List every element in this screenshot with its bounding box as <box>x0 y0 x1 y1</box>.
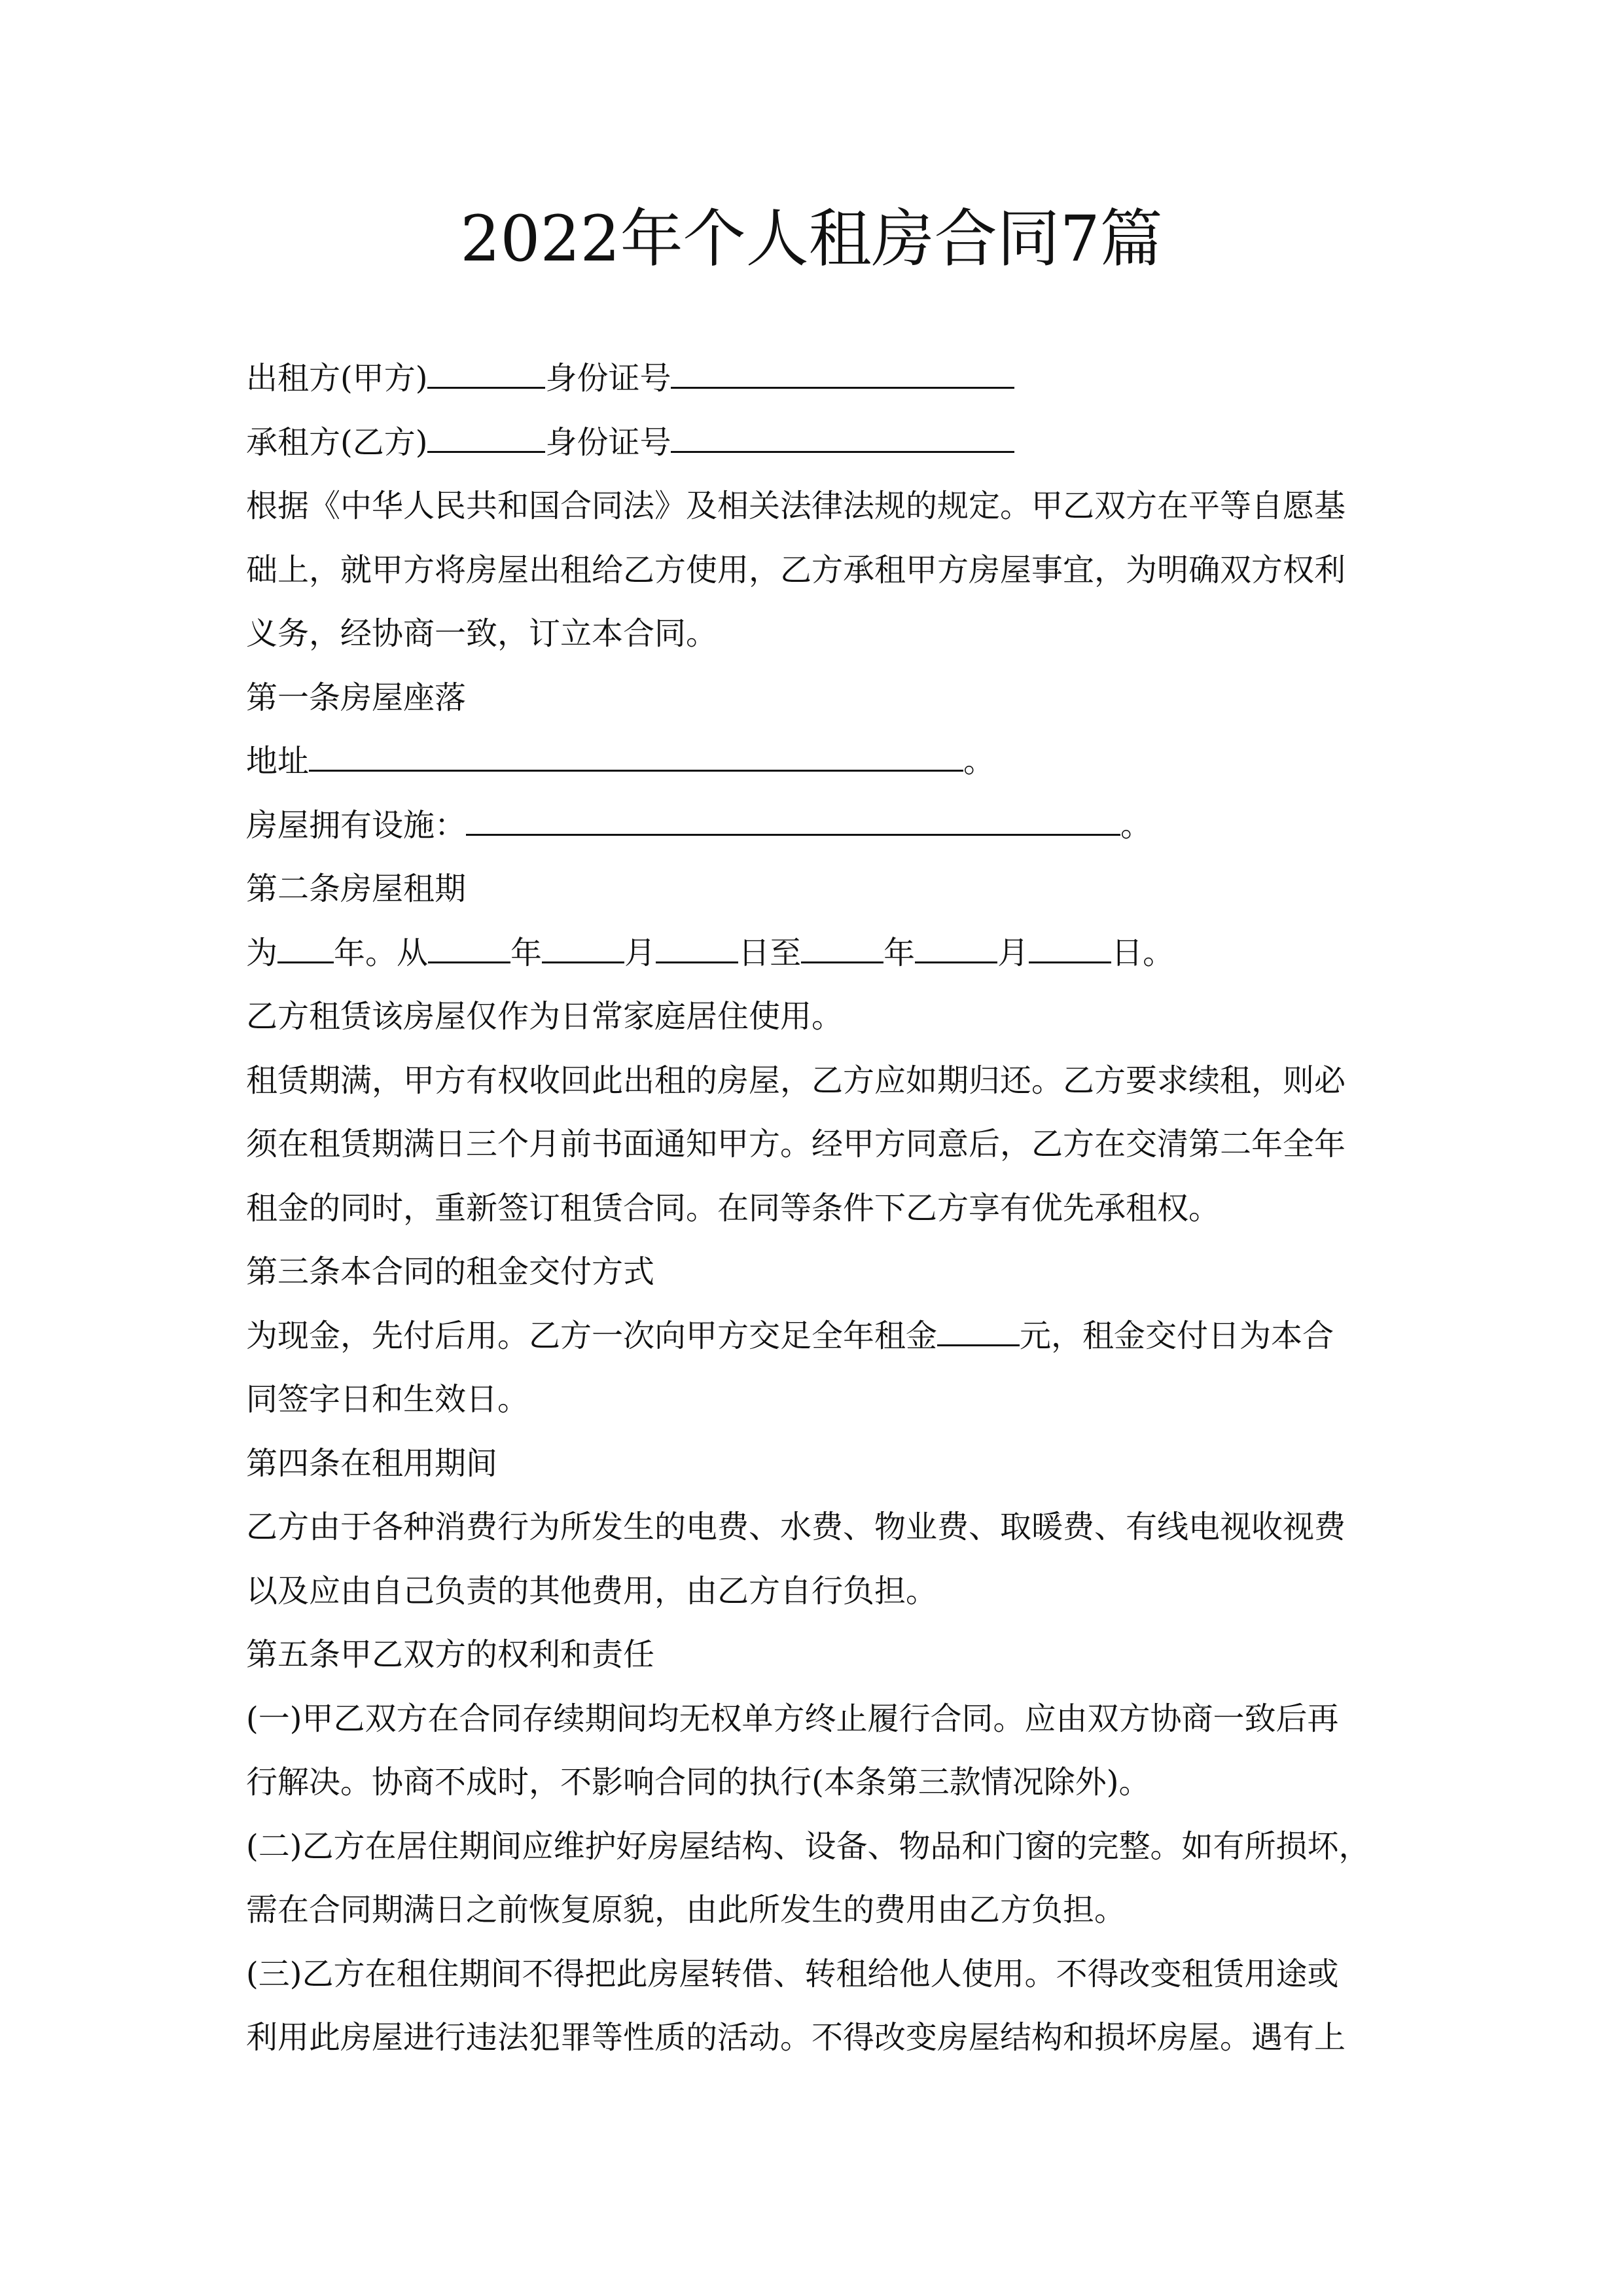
term-text: 月 <box>624 934 656 971</box>
facilities-end: 。 <box>1120 806 1152 844</box>
lessee-label: 承租方(乙方) <box>246 423 428 461</box>
article-5-line-5: (三)乙方在租住期间不得把此房屋转借、转租给他人使用。不得改变租赁用途或 <box>246 1955 1339 1992</box>
lessor-line <box>246 347 1378 411</box>
intro-line-3: 义务，经协商一致，订立本合同。 <box>246 615 718 652</box>
article-5-line-6: 利用此房屋进行违法犯罪等性质的活动。不得改变房屋结构和损坏房屋。遇有上 <box>246 2019 1346 2056</box>
address-blank <box>309 732 963 772</box>
term-text: 年 <box>883 934 916 971</box>
article-2-heading: 第二条房屋租期 <box>246 870 467 907</box>
article-4-heading: 第四条在租用期间 <box>246 1444 498 1482</box>
rent-amount-blank <box>937 1306 1020 1346</box>
document-title: 2022年个人租房合同7篇 <box>460 202 1163 276</box>
facilities-line <box>246 794 1378 858</box>
article-4-line-1: 乙方由于各种消费行为所发生的电费、水费、物业费、取暖费、有线电视收视费 <box>246 1509 1346 1545</box>
term-years-blank <box>277 924 334 963</box>
end-month-blank <box>915 924 997 963</box>
lessee-line <box>246 411 1378 475</box>
renewal-line-2: 须在租赁期满日三个月前书面通知甲方。经甲方同意后，乙方在交清第二年全年 <box>246 1126 1346 1162</box>
lessee-name-blank <box>427 413 545 453</box>
term-text: 年。从 <box>334 934 429 971</box>
facilities-blank <box>466 796 1120 836</box>
article-5-line-4: 需在合同期满日之前恢复原貌，由此所发生的费用由乙方负担。 <box>246 1892 1126 1928</box>
intro-line-1: 根据《中华人民共和国合同法》及相关法律法规的规定。甲乙双方在平等自愿基 <box>246 488 1346 524</box>
article-5-line-1: (一)甲乙双方在合同存续期间均无权单方终止履行合同。应由双方协商一致后再 <box>246 1700 1339 1737</box>
article-3-heading: 第三条本合同的租金交付方式 <box>246 1253 655 1290</box>
contract-body <box>246 347 1378 2070</box>
address-end: 。 <box>963 743 995 780</box>
rent-payment-line-1 <box>246 1304 1378 1369</box>
lessor-label: 出租方(甲方) <box>246 360 428 397</box>
article-5-line-3: (二)乙方在居住期间应维护好房屋结构、设备、物品和门窗的完整。如有所损坏， <box>246 1827 1370 1865</box>
term-text: 日。 <box>1111 934 1175 971</box>
intro-line-2: 础上，就甲方将房屋出租给乙方使用，乙方承租甲方房屋事宜，为明确双方权利 <box>246 551 1346 588</box>
start-day-blank <box>656 924 738 963</box>
term-text: 年 <box>510 934 543 971</box>
address-label: 地址 <box>246 743 310 780</box>
term-period-line <box>246 922 1378 986</box>
article-4-line-2: 以及应由自己负责的其他费用，由乙方自行负担。 <box>246 1572 938 1609</box>
term-text: 为 <box>246 934 278 971</box>
lessee-id-label: 身份证号 <box>545 423 671 461</box>
lessee-id-blank <box>671 413 1014 453</box>
renewal-line-1: 租赁期满，甲方有权收回此出租的房屋，乙方应如期归还。乙方要求续租，则必 <box>246 1062 1346 1099</box>
article-5-heading: 第五条甲乙双方的权利和责任 <box>246 1636 655 1673</box>
article-5-line-2: 行解决。协商不成时，不影响合同的执行(本条第三款情况除外)。 <box>246 1764 1150 1801</box>
usage-line: 乙方租赁该房屋仅作为日常家庭居住使用。 <box>246 998 844 1035</box>
term-text: 日至 <box>738 934 802 971</box>
article-1-heading: 第一条房屋座落 <box>246 679 467 716</box>
end-day-blank <box>1029 924 1111 963</box>
lessor-id-label: 身份证号 <box>545 360 671 397</box>
rent-payment-line-2: 同签字日和生效日。 <box>246 1381 529 1418</box>
term-text: 月 <box>997 934 1029 971</box>
lessor-name-blank <box>427 349 545 389</box>
rent-text-pre: 为现金，先付后用。乙方一次向甲方交足全年租金 <box>246 1317 938 1354</box>
facilities-label: 房屋拥有设施： <box>246 806 467 844</box>
renewal-line-3: 租金的同时，重新签订租赁合同。在同等条件下乙方享有优先承租权。 <box>246 1189 1221 1227</box>
lessor-id-blank <box>671 349 1014 389</box>
start-year-blank <box>428 924 510 963</box>
start-month-blank <box>542 924 624 963</box>
rent-text-post: 元，租金交付日为本合 <box>1020 1317 1334 1354</box>
end-year-blank <box>801 924 883 963</box>
address-line <box>246 730 1378 794</box>
